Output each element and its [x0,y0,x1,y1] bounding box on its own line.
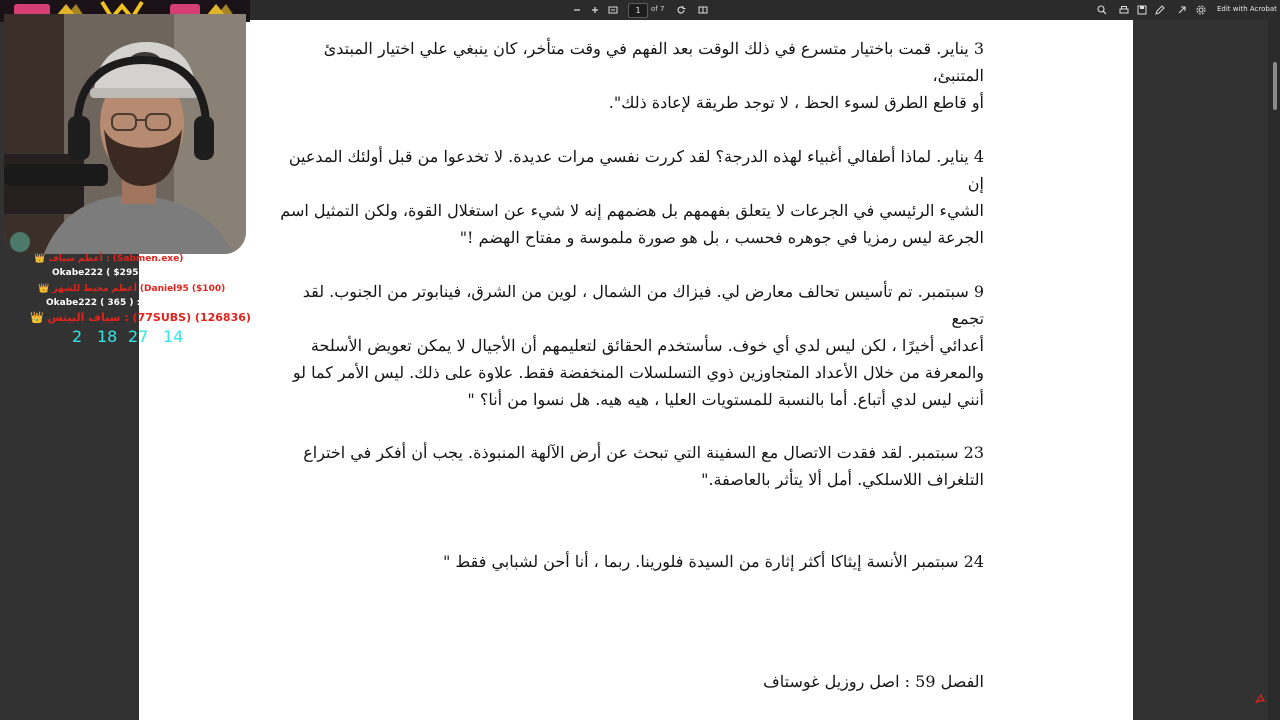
rotate-icon[interactable] [674,3,688,17]
zoom-out-icon[interactable] [570,3,584,17]
paragraph-jan-4 [280,143,984,251]
two-page-icon[interactable] [696,3,710,17]
page-number-input[interactable]: 1 [628,3,648,18]
overlay-stat-4: 14 [163,327,184,346]
text-line: 23 سبتمبر. لقد فقدت الاتصال مع السفينة التي تبحث عن أرض الآلهة المنبوذة. يجب أن أفكر في اختراع [303,443,984,462]
text-line: والمعرفة من خلال الأعداد المتجاوزين ذوي التسلسلات المنخفضة فقط. علاوة على ذلك. ليس الأمر كما لو [292,363,984,382]
fit-page-icon[interactable] [606,3,620,17]
overlay-top-donor-label: 👑 أعظم سياف : (Sabmen.exe) [34,254,184,264]
overlay-bits-label: 👑 سياف البيتس : (77SUBS) (126836) [30,311,251,324]
text-line: الشيء الرئيسي في الجرعات لا يتعلق بفهمهم بل هضمهم إنه لا شيء عن استغلال القوة، ولكن التمثيل اسم [280,201,984,220]
overlay-stat-2: 18 [97,327,118,346]
text-line: الفصل 59 : اصل روزيل غوستاف [763,672,984,691]
settings-icon[interactable] [1194,3,1208,17]
zoom-in-icon[interactable] [588,3,602,17]
overlay-stat-1: 2 [72,327,83,346]
paragraph-sep-9 [280,278,984,413]
overlay-top-donor-value: Okabe222 ( $295.00 [52,268,155,278]
save-icon[interactable] [1135,3,1149,17]
text-line: 4 يناير. لماذا أطفالي أغبياء لهذه الدرجة؟ لقد كررت نفسي مرات عديدة. لا تخدعوا من قبل أولئك المدعين إن [288,147,984,193]
text-line: أو قاطع الطرق لسوء الحظ ، لا توجد طريقة لإعادة ذلك". [608,93,984,112]
page-total: of 7 [651,5,665,13]
edit-with-acrobat-button[interactable]: Edit with Acrobat [1217,5,1277,13]
webcam-feed [4,14,246,254]
scrollbar-track[interactable] [1268,20,1280,720]
overlay-month-value: Okabe222 ( 365 ) :الشهر [46,298,168,308]
search-icon[interactable] [1095,3,1109,17]
paragraph-sep-23 [280,439,984,493]
acrobat-icon[interactable] [1254,690,1266,702]
print-icon[interactable] [1117,3,1131,17]
text-line: 3 يناير. قمت باختيار متسرع في ذلك الوقت بعد الفهم في وقت متأخر، كان ينبغي علي اختيار المبتدئ المتنبئ، [323,39,984,85]
streamer-avatar [4,14,246,254]
overlay-month-donor-label: 👑 أعظم مخبط للشهر (Daniel95 ($100) [38,284,226,294]
overlay-stat-3: 27 [128,327,149,346]
paragraph-jan-3 [280,35,984,116]
scrollbar-thumb[interactable] [1273,62,1277,110]
text-line: أنني ليس لدي أتباع. أما بالنسبة للمستويات العليا ، هيه هيه. هل نسوا من أنا؟ " [467,390,984,409]
text-line: الجرعة ليس رمزيا في جوهره فحسب ، بل هو صورة ملموسة و مفتاح الهضم !" [459,228,984,247]
expand-icon[interactable] [1175,3,1189,17]
sign-icon[interactable] [1153,3,1167,17]
text-line: 9 سبتمبر. تم تأسيس تحالف معارض لي. فيزاك من الشمال ، لوين من الشرق، فينابوتر من الجنوب. لقد تجمع [302,282,984,328]
text-line: 24 سبتمبر الأنسة إيثاكا أكثر إثارة من السيدة فلورينا. ربما ، أنا أحن لشبابي فقط " [442,552,984,571]
text-line: التلغراف اللاسلكي. أمل ألا يتأثر بالعاصفة." [701,470,984,489]
chapter-heading [280,668,984,695]
paragraph-sep-24 [280,548,984,575]
text-line: أعدائي أخيرًا ، لكن ليس لدي أي خوف. سأستخدم الحقائق لتعليمهم أن الأجيال لا يمكن تعويض الأسلحة [310,336,984,355]
